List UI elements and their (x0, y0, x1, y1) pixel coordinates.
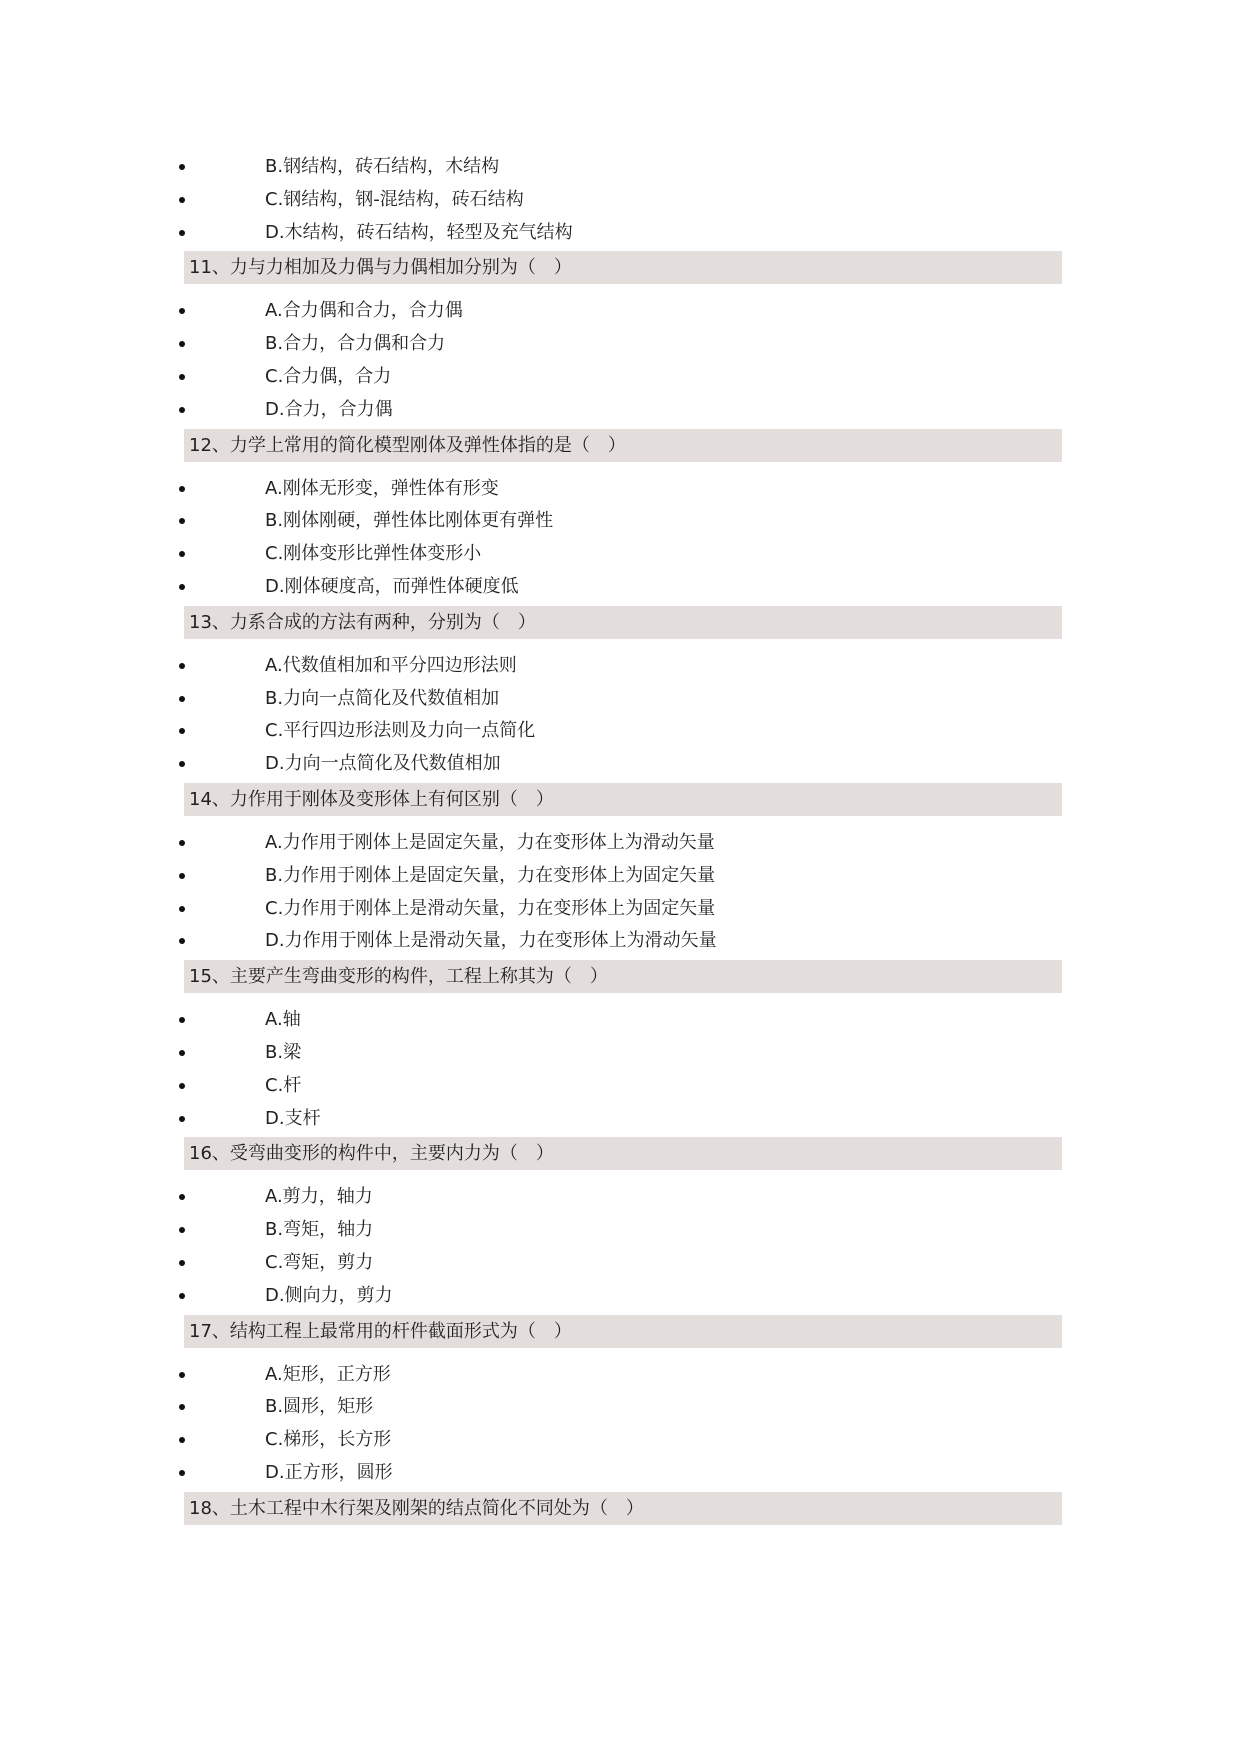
question-heading: 18、土木工程中木行架及刚架的结点简化不同处为（ ） (184, 1492, 1062, 1525)
bullet-icon (179, 696, 185, 702)
list-item (184, 327, 1062, 360)
bullet-icon (179, 663, 185, 669)
option-text: C.钢结构，钢-混结构，砖石结构 (265, 188, 524, 210)
bullet-icon (179, 873, 185, 879)
list-item (184, 747, 1062, 780)
option-text: A.剪力，轴力 (265, 1186, 373, 1208)
question-heading: 15、主要产生弯曲变形的构件，工程上称其为（ ） (184, 960, 1062, 993)
list-item (184, 1456, 1062, 1489)
bullet-icon (179, 1404, 185, 1410)
bullet-icon (179, 1083, 185, 1089)
bullet-icon (179, 1470, 185, 1476)
list-item (184, 1423, 1062, 1456)
option-text: D.侧向力，剪力 (265, 1284, 393, 1306)
option-text: A.刚体无形变，弹性体有形变 (265, 477, 499, 499)
list-item (184, 472, 1062, 505)
question-heading: 11、力与力相加及力偶与力偶相加分别为（ ） (184, 251, 1062, 284)
bullet-icon (179, 938, 185, 944)
bullet-icon (179, 906, 185, 912)
list-item (184, 892, 1062, 925)
option-text: C.梯形，长方形 (265, 1429, 392, 1451)
list-item (184, 1246, 1062, 1279)
question-heading: 12、力学上常用的简化模型刚体及弹性体指的是（ ） (184, 429, 1062, 462)
option-text: C.平行四边形法则及力向一点简化 (265, 720, 536, 742)
bullet-icon (179, 1116, 185, 1122)
bullet-icon (179, 197, 185, 203)
question-list (184, 150, 1062, 1525)
list-item (184, 649, 1062, 682)
question-heading: 16、受弯曲变形的构件中，主要内力为（ ） (184, 1137, 1062, 1170)
list-item (184, 859, 1062, 892)
bullet-icon (179, 728, 185, 734)
option-text: C.合力偶，合力 (265, 365, 392, 387)
list-item (184, 183, 1062, 216)
option-text: D.力向一点简化及代数值相加 (265, 753, 501, 775)
list-item (184, 150, 1062, 183)
list-item (184, 570, 1062, 603)
list-item (184, 1180, 1062, 1213)
list-item (184, 1036, 1062, 1069)
list-item (184, 360, 1062, 393)
option-text: B.刚体刚硬，弹性体比刚体更有弹性 (265, 510, 554, 532)
option-text: B.圆形，矩形 (265, 1396, 374, 1418)
option-text: D.合力，合力偶 (265, 398, 393, 420)
list-item (184, 1279, 1062, 1312)
option-text: A.合力偶和合力，合力偶 (265, 300, 463, 322)
list-item (184, 537, 1062, 570)
bullet-icon (179, 407, 185, 413)
option-text: D.正方形，圆形 (265, 1461, 393, 1483)
option-text: C.杆 (265, 1074, 302, 1096)
bullet-icon (179, 1017, 185, 1023)
list-item (184, 714, 1062, 747)
bullet-icon (179, 1050, 185, 1056)
question-heading: 17、结构工程上最常用的杆件截面形式为（ ） (184, 1315, 1062, 1348)
bullet-icon (179, 164, 185, 170)
list-item (184, 1358, 1062, 1391)
option-text: B.合力，合力偶和合力 (265, 333, 446, 355)
bullet-icon (179, 761, 185, 767)
bullet-icon (179, 308, 185, 314)
list-item (184, 1102, 1062, 1135)
option-text: C.力作用于刚体上是滑动矢量，力在变形体上为固定矢量 (265, 897, 716, 919)
question-heading: 13、力系合成的方法有两种，分别为（ ） (184, 606, 1062, 639)
bullet-icon (179, 584, 185, 590)
bullet-icon (179, 374, 185, 380)
option-text: A.轴 (265, 1009, 301, 1031)
bullet-icon (179, 518, 185, 524)
option-text: B.力向一点简化及代数值相加 (265, 687, 500, 709)
option-text: A.力作用于刚体上是固定矢量，力在变形体上为滑动矢量 (265, 831, 715, 853)
question-heading: 14、力作用于刚体及变形体上有何区别（ ） (184, 783, 1062, 816)
bullet-icon (179, 840, 185, 846)
list-item (184, 294, 1062, 327)
option-text: A.矩形，正方形 (265, 1363, 391, 1385)
bullet-icon (179, 486, 185, 492)
option-text: D.力作用于刚体上是滑动矢量，力在变形体上为滑动矢量 (265, 930, 717, 952)
option-text: D.支杆 (265, 1107, 321, 1129)
list-item (184, 1390, 1062, 1423)
list-item (184, 216, 1062, 249)
bullet-icon (179, 1260, 185, 1266)
list-item (184, 1003, 1062, 1036)
bullet-icon (179, 1372, 185, 1378)
list-item (184, 924, 1062, 957)
list-item (184, 1213, 1062, 1246)
bullet-icon (179, 1227, 185, 1233)
option-text: C.弯矩，剪力 (265, 1251, 374, 1273)
list-item (184, 393, 1062, 426)
option-text: B.力作用于刚体上是固定矢量，力在变形体上为固定矢量 (265, 864, 716, 886)
bullet-icon (179, 551, 185, 557)
option-text: B.钢结构，砖石结构，木结构 (265, 156, 500, 177)
list-item (184, 1069, 1062, 1102)
bullet-icon (179, 1194, 185, 1200)
option-text: A.代数值相加和平分四边形法则 (265, 654, 517, 676)
option-text: D.木结构，砖石结构，轻型及充气结构 (265, 221, 573, 243)
bullet-icon (179, 341, 185, 347)
bullet-icon (179, 1293, 185, 1299)
list-item (184, 504, 1062, 537)
option-text: D.刚体硬度高，而弹性体硬度低 (265, 575, 519, 597)
list-item (184, 826, 1062, 859)
bullet-icon (179, 230, 185, 236)
option-text: B.梁 (265, 1041, 302, 1063)
bullet-icon (179, 1437, 185, 1443)
option-text: B.弯矩，轴力 (265, 1219, 374, 1241)
option-text: C.刚体变形比弹性体变形小 (265, 543, 482, 565)
list-item (184, 682, 1062, 715)
